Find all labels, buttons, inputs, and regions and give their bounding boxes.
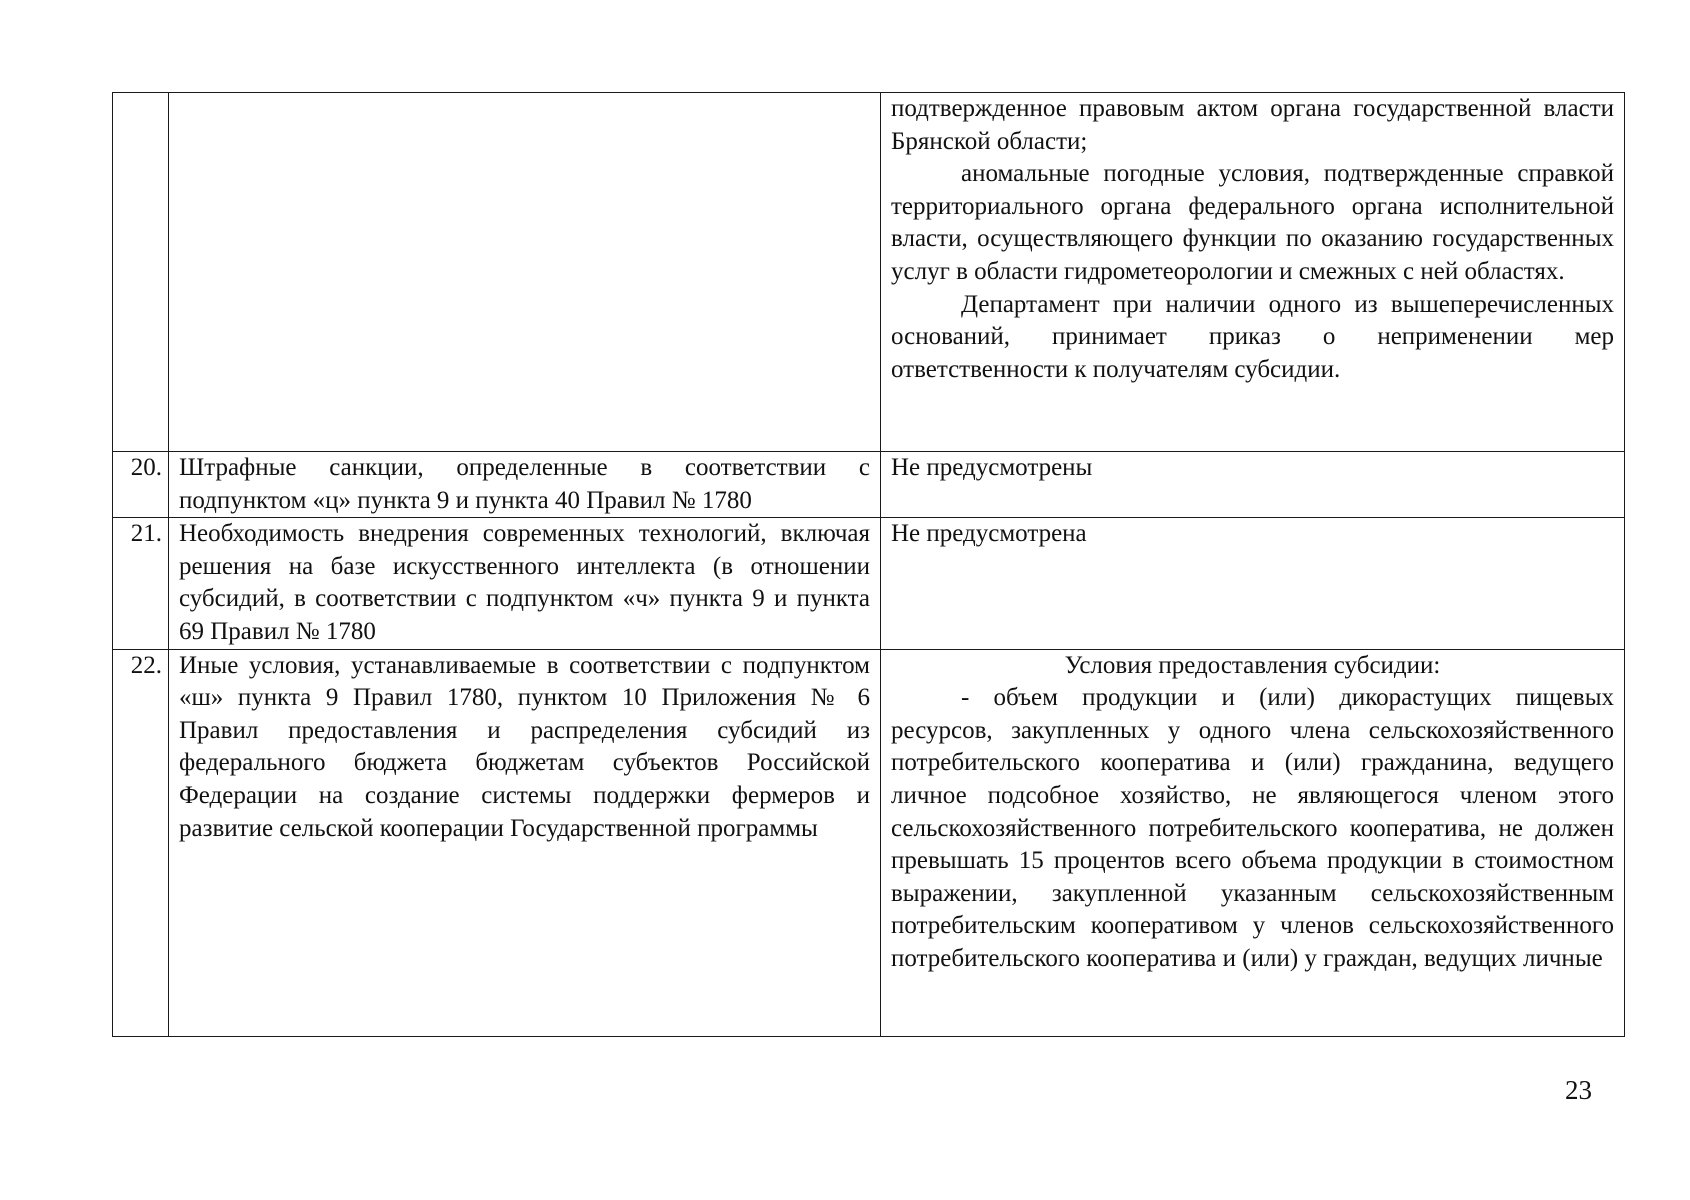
row-number-cell: 20. [113, 452, 169, 518]
value-heading: Условия предоставления субсидии: [1064, 651, 1441, 679]
document-table [112, 92, 1625, 1037]
value-cell: Не предусмотрена [881, 518, 1625, 649]
table-row-continuation [113, 93, 1625, 452]
condition-cell: Иные условия, устанавливаемые в соответствии с подпунктом «ш» пункта 9 Правил 1780, пунктом 10 Приложения № 6 Правил предоставления и распределения субсидий из федерального бюджета бюджетам субъектов Российской Федерации на создание системы поддержки фермеров и развитие сельской кооперации Государственной программы [169, 649, 881, 1036]
value-paragraph-2: аномальные погодные условия, подтвержденные справкой территориального органа федерального органа исполнительной власти, осуществляющего функции по оказанию государственных услуг в области гидрометеорологии и смежных с ней областях. [891, 160, 1614, 285]
value-paragraph-1: подтвержденное правовым актом органа государственной власти Брянской области; [891, 95, 1614, 155]
condition-cell: Штрафные санкции, определенные в соответствии с подпунктом «ц» пункта 9 и пункта 40 Правил № 1780 [169, 452, 881, 518]
row-number-cell: 22. [113, 649, 169, 1036]
value-paragraph-3: Департамент при наличии одного из вышеперечисленных оснований, принимает приказ о неприменении мер ответственности к получателям субсидии. [891, 290, 1614, 383]
table-row-21 [113, 518, 1625, 649]
page-number: 23 [1565, 1075, 1592, 1105]
value-cell [881, 93, 1625, 452]
table-row-22 [113, 649, 1625, 1036]
condition-cell [169, 93, 881, 452]
condition-cell: Необходимость внедрения современных технологий, включая решения на базе искусственного интеллекта (в отношении субсидий, в соответствии с подпунктом «ч» пункта 9 и пункта 69 Правил № 1780 [169, 518, 881, 649]
row-number-cell: 21. [113, 518, 169, 649]
table-row-20 [113, 452, 1625, 518]
row-number-cell [113, 93, 169, 452]
value-cell: Не предусмотрены [881, 452, 1625, 518]
value-cell [881, 649, 1625, 1036]
value-paragraph: - объем продукции и (или) дикорастущих пищевых ресурсов, закупленных у одного члена сельскохозяйственного потребительского кооператива и (или) гражданина, ведущего личное подсобное хозяйство, не являющегося членом этого сельскохозяйственного потребительского кооператива, не должен превышать 15 процентов всего объема продукции в стоимостном выражении, закупленной указанным сельскохозяйственным потребительским кооперативом у членов сельскохозяйственного потребительского кооператива и (или) у граждан, ведущих личные [891, 684, 1614, 972]
